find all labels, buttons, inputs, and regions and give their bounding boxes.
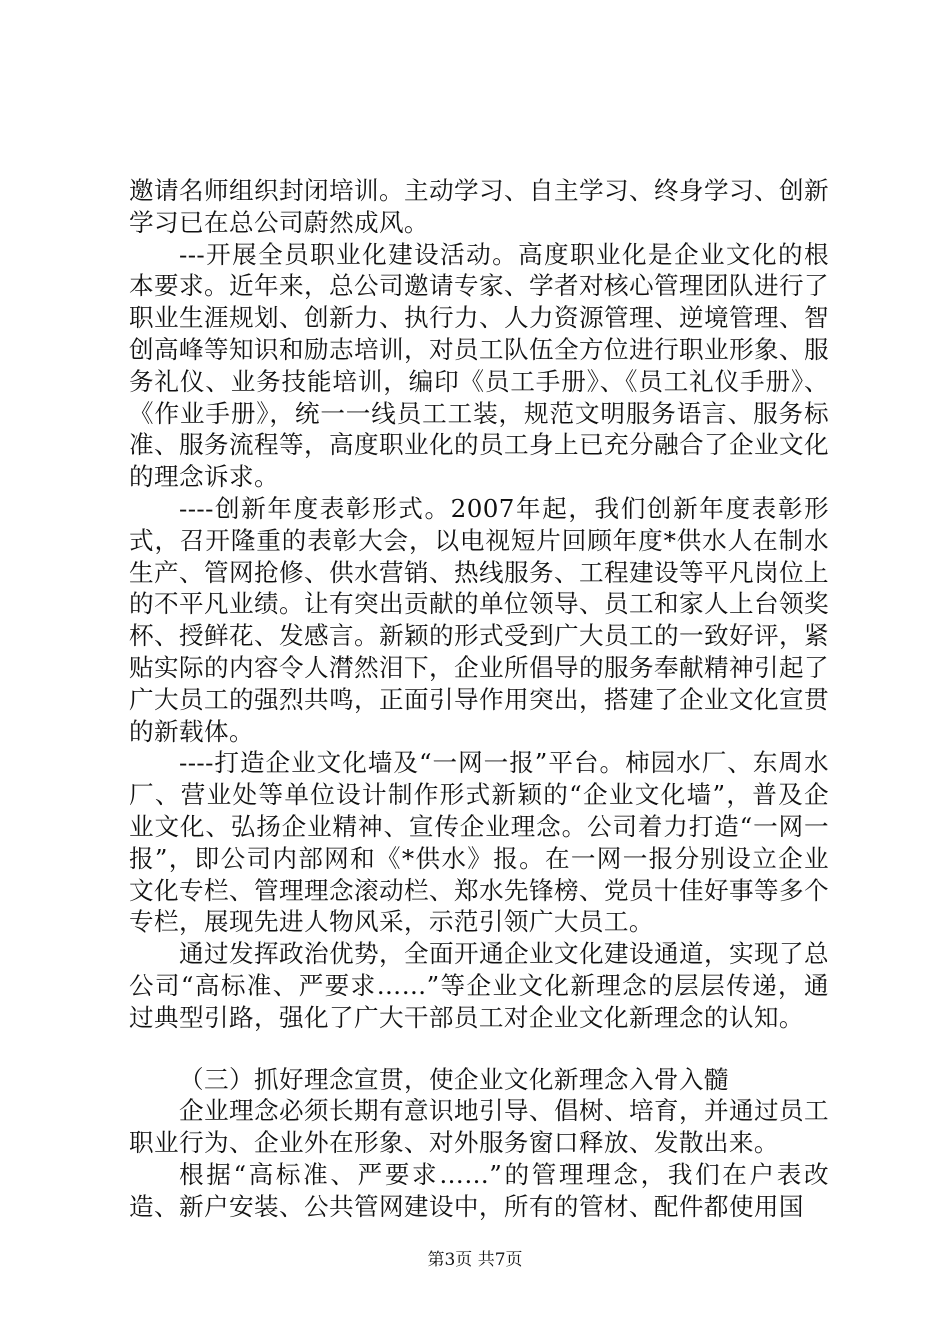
paragraph-4: ----打造企业文化墙及“一网一报”平台。柿园水厂、东周水厂、营业处等单位设计制作形式新颖的“企业文化墙”，普及企业文化、弘扬企业精神、宣传企业理念。公司着力打造“一网一报”，即公司内部网和《*供水》报。在一网一报分别设立企业文化专栏、管理理念滚动栏、郑水先锋榜、党员十佳好事等多个专栏，展现先进人物风采，示范引领广大员工。 [129, 748, 829, 937]
section-paragraph-2: 根据“高标准、严要求……”的管理理念，我们在户表改造、新户安装、公共管网建设中，所有的管材、配件都使用国 [129, 1159, 829, 1221]
paragraph-5: 通过发挥政治优势，全面开通企业文化建设通道，实现了总公司“高标准、严要求……”等企业文化新理念的层层传递，通过典型引路，强化了广大干部员工对企业文化新理念的认知。 [129, 939, 829, 1032]
paragraph-3: ----创新年度表彰形式。2007年起，我们创新年度表彰形式，召开隆重的表彰大会，以电视短片回顾年度*供水人在制水生产、管网抢修、供水营销、热线服务、工程建设等平凡岗位上的不平凡业绩。让有突出贡献的单位领导、员工和家人上台领奖杯、授鲜花、发感言。新颖的形式受到广大员工的一致好评，紧贴实际的内容令人潸然泪下，企业所倡导的服务奉献精神引起了广大员工的强烈共鸣，正面引导作用突出，搭建了企业文化宣贯的新载体。 [129, 493, 829, 746]
section-paragraph-1: 企业理念必须长期有意识地引导、倡树、培育，并通过员工职业行为、企业外在形象、对外服务窗口释放、发散出来。 [129, 1096, 829, 1158]
body-text [129, 175, 829, 1223]
paragraph-1: 邀请名师组织封闭培训。主动学习、自主学习、终身学习、创新学习已在总公司蔚然成风。 [129, 176, 829, 237]
page-footer: 第3页 共7页 [427, 1250, 523, 1270]
section-heading: （三）抓好理念宣贯，使企业文化新理念入骨入髓 [179, 1064, 729, 1094]
paragraph-2: ---开展全员职业化建设活动。高度职业化是企业文化的根本要求。近年来，总公司邀请专家、学者对核心管理团队进行了职业生涯规划、创新力、执行力、人力资源管理、逆境管理、智创高峰等知识和励志培训，对员工队伍全方位进行职业形象、服务礼仪、业务技能培训，编印《员工手册》、《员工礼仪手册》、《作业手册》，统一一线员工工装，规范文明服务语言、服务标准、服务流程等，高度职业化的员工身上已充分融合了企业文化的理念诉求。 [129, 239, 829, 492]
